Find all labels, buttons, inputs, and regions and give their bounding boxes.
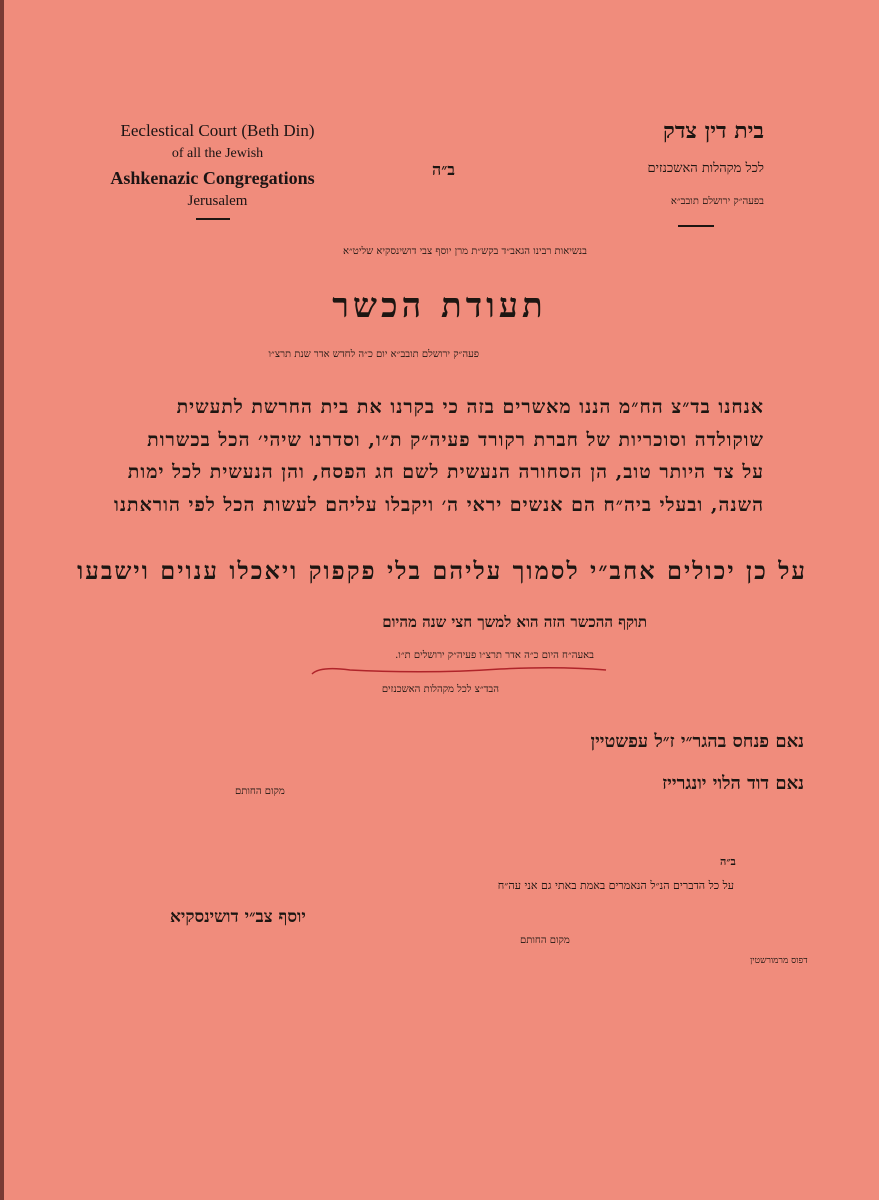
signed-date-line: באעה״ח היום כ״ה אדר תרצ״ו פעיה״ק ירושלים ת״ו. <box>395 650 594 661</box>
seal-placeholder: מקום החותם <box>235 786 285 797</box>
printer-credit: דפוס מרמורשטין <box>750 956 808 966</box>
signature-epstein: נאם פנחס בהגר״י ז״ל עפשטיין <box>590 731 804 752</box>
certificate-title: תעודת הכשר <box>332 286 547 326</box>
english-header-rule <box>196 218 230 220</box>
signature-dushinsky: יוסף צב״י דושינסקיא <box>170 907 306 927</box>
presidency-line: בנשיאות רבינו הגאב״ד בקש״ת מרן יוסף צבי דושינסקיא שליט״א <box>343 246 587 257</box>
top-bh-mark: ב״ה <box>432 160 455 179</box>
second-bh-mark: ב״ה <box>720 855 736 868</box>
english-congregations: Ashkenazic Congregations <box>110 168 315 188</box>
english-city: Jerusalem <box>187 193 248 209</box>
signature-jungreis: נאם דוד הלוי יונגרייז <box>662 773 804 794</box>
handwritten-underline <box>310 660 610 680</box>
body-line: אנחנו בד״צ הח״מ הננו מאשרים בזה כי בקרנו את בית החרשת לתעשית <box>176 396 764 418</box>
english-of-all-line: of all the Jewish <box>171 146 264 161</box>
hebrew-court-name: בית דין צדק <box>663 118 764 144</box>
english-court-name: Eeclestical Court (Beth Din) <box>120 121 315 140</box>
emphasis-line: על כן יכולים אחב״י לסמוך עליהם בלי פקפוק ויאכלו ענוים וישבעו <box>77 556 807 585</box>
body-line: שוקולדה וסוכריות של חברת רקורד פעיה״ק ת״ו, וסדרנו שיהי׳ הכל בכשרות <box>147 429 764 451</box>
date-line: פעה״ק ירושלם תובב״א יום כ״ה לחדש אדר שנת תרצ״ו <box>268 349 479 360</box>
body-line: השנה, ובעלי ביה״ח הם אנשים יראי ה׳ ויקבלו עליהם לעשות הכל לפי הוראתנו <box>113 494 764 516</box>
validity-statement: תוקף ההכשר הזה הוא למשך חצי שנה מהיום <box>382 613 647 631</box>
court-signature: הבד״צ לכל מקהלות האשכנזים <box>381 684 499 695</box>
paper-edge <box>0 0 4 1200</box>
hebrew-congregations: לכל מקהלות האשכנזים <box>647 161 764 176</box>
hebrew-location: בפעה״ק ירושלם תובב״א <box>670 196 764 207</box>
confirmation-line: על כל הדברים הנ״ל הנאמרים באמת באתי גם אני עה״ח <box>497 879 734 892</box>
seal-placeholder-2: מקום החותם <box>520 935 570 946</box>
body-line: על צד היותר טוב, הן הסחורה הנעשית לשם חג הפסח, והן הנעשית לכל ימות <box>127 461 764 483</box>
hebrew-header-rule <box>678 225 714 227</box>
